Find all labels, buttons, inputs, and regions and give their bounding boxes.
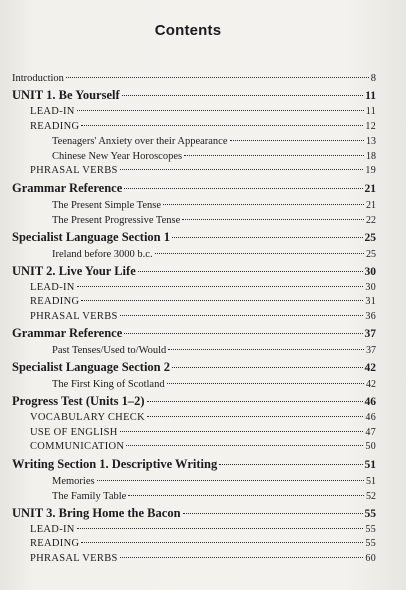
toc-entry-page: 13 <box>366 136 376 147</box>
toc-entry-title: LEAD-IN <box>30 523 75 535</box>
toc-entry-title: USE OF ENGLISH <box>30 426 118 438</box>
toc-entry-page: 55 <box>364 507 376 520</box>
toc-entry <box>12 377 376 392</box>
dot-leader <box>120 169 364 170</box>
toc-entry <box>12 504 376 523</box>
toc-entry-page: 46 <box>364 396 376 408</box>
toc-entry <box>12 552 376 567</box>
toc-entry-page: 37 <box>366 345 376 356</box>
dot-leader <box>77 286 364 287</box>
toc-entry-title: Teenagers' Anxiety over their Appearance <box>52 136 228 147</box>
dot-leader <box>183 513 363 514</box>
toc-entry-title: VOCABULARY CHECK <box>30 412 145 423</box>
toc-entry <box>12 295 376 310</box>
toc-entry-page: 25 <box>366 248 376 260</box>
toc-entry-title: Writing Section 1. Descriptive Writing <box>12 456 218 471</box>
toc-entry-page: 12 <box>365 120 376 132</box>
toc-entry-page: 55 <box>365 523 376 535</box>
toc-entry <box>12 134 376 149</box>
toc-entry <box>12 411 376 426</box>
dot-leader <box>128 495 364 496</box>
toc-entry-title: The Present Progressive Tense <box>52 214 181 226</box>
toc-entry-title: PHRASAL VERBS <box>30 310 118 322</box>
toc-entry-page: 55 <box>365 538 376 549</box>
toc-entry <box>12 523 376 538</box>
toc-entry-page: 18 <box>366 151 376 162</box>
toc-entry-page: 37 <box>364 328 376 340</box>
toc-entry <box>12 489 376 504</box>
dot-leader <box>124 333 362 334</box>
toc-entry <box>12 392 376 411</box>
toc-entry-page: 21 <box>364 182 376 195</box>
toc-entry-title: The Family Table <box>52 490 127 502</box>
toc-entry <box>12 213 376 228</box>
dot-leader <box>81 125 363 126</box>
toc-entry-page: 19 <box>365 165 376 176</box>
toc-entry-page: 51 <box>366 475 376 487</box>
toc-entry-title: LEAD-IN <box>30 281 75 293</box>
toc-entry-page: 46 <box>365 412 376 423</box>
dot-leader <box>230 140 365 141</box>
toc-entry <box>12 164 376 179</box>
toc-entry-title: COMMUNICATION <box>30 441 125 452</box>
contents-title: Contents <box>154 22 222 39</box>
toc-entry-page: 47 <box>365 426 376 438</box>
toc-entry-page: 30 <box>364 265 376 278</box>
toc-entry <box>12 198 376 213</box>
toc-entry-page: 42 <box>364 362 376 374</box>
toc-entry <box>12 537 376 552</box>
dot-leader <box>124 188 362 189</box>
dot-leader <box>184 155 364 156</box>
toc-entry-page: 8 <box>370 73 376 84</box>
toc-entry-title: PHRASAL VERBS <box>30 552 118 564</box>
toc-entry <box>12 105 376 120</box>
toc-entry <box>12 324 376 343</box>
toc-entry <box>12 426 376 441</box>
dot-leader <box>97 480 364 481</box>
toc-entry <box>12 149 376 164</box>
dot-leader <box>147 401 363 402</box>
dot-leader <box>120 431 364 432</box>
dot-leader <box>182 219 364 220</box>
dot-leader <box>77 528 364 529</box>
dot-leader <box>147 416 363 417</box>
dot-leader <box>126 445 363 446</box>
toc-entry-title: UNIT 2. Live Your Life <box>12 263 136 278</box>
toc-entry-title: Progress Test (Units 1–2) <box>12 394 145 408</box>
toc-entry-title: Ireland before 3000 b.c. <box>52 248 153 260</box>
toc-entry <box>12 86 376 105</box>
toc-entry-title: Specialist Language Section 2 <box>12 360 170 374</box>
toc-entry-title: PHRASAL VERBS <box>30 165 118 176</box>
toc-entry-page: 52 <box>366 490 376 502</box>
dot-leader <box>163 204 364 205</box>
toc-entry-page: 11 <box>365 106 376 117</box>
toc-entry-title: The First King of Scotland <box>52 379 165 390</box>
toc-entry <box>12 440 376 455</box>
dot-leader <box>81 300 363 301</box>
toc-entry-page: 21 <box>366 199 376 211</box>
toc-entry <box>12 228 376 247</box>
toc-entry-title: LEAD-IN <box>30 106 75 117</box>
toc-entry-title: UNIT 1. Be Yourself <box>12 88 120 102</box>
toc-entry <box>12 358 376 377</box>
toc-entry <box>12 474 376 489</box>
toc-entry <box>12 343 376 358</box>
toc-entry <box>12 179 376 198</box>
toc-entry-title: Introduction <box>12 73 64 84</box>
toc-entry-title: READING <box>30 296 80 307</box>
dot-leader <box>167 383 364 384</box>
dot-leader <box>172 237 363 238</box>
toc-entry <box>12 120 376 135</box>
toc-entry-page: 22 <box>366 214 376 226</box>
table-of-contents <box>12 71 376 566</box>
toc-entry <box>12 247 376 262</box>
toc-entry-page: 42 <box>366 379 376 390</box>
toc-entry <box>12 71 376 86</box>
dot-leader <box>66 77 369 78</box>
toc-entry-title: READING <box>30 538 80 549</box>
toc-entry <box>12 310 376 325</box>
dot-leader <box>172 367 363 368</box>
toc-entry-page: 31 <box>365 296 376 307</box>
toc-entry-page: 11 <box>365 90 376 102</box>
toc-entry <box>12 455 376 474</box>
dot-leader <box>77 110 364 111</box>
dot-leader <box>120 315 364 316</box>
dot-leader <box>155 253 364 254</box>
toc-entry-title: Grammar Reference <box>12 326 123 340</box>
toc-entry-title: Memories <box>52 475 95 487</box>
toc-entry-title: UNIT 3. Bring Home the Bacon <box>12 505 181 520</box>
toc-entry-page: 51 <box>364 458 376 471</box>
toc-entry-title: Grammar Reference <box>12 180 123 195</box>
toc-entry-page: 30 <box>365 281 376 293</box>
dot-leader <box>219 464 362 465</box>
toc-entry-page: 50 <box>365 441 376 452</box>
dot-leader <box>122 95 363 96</box>
toc-entry-page: 60 <box>365 552 376 564</box>
toc-entry-page: 36 <box>365 310 376 322</box>
toc-entry-title: Past Tenses/Used to/Would <box>52 345 167 356</box>
dot-leader <box>120 557 364 558</box>
dot-leader <box>81 542 363 543</box>
toc-entry-title: The Present Simple Tense <box>52 199 162 211</box>
toc-entry <box>12 281 376 296</box>
toc-entry <box>12 262 376 281</box>
dot-leader <box>168 349 364 350</box>
dot-leader <box>138 271 363 272</box>
toc-entry-title: Chinese New Year Horoscopes <box>52 151 183 162</box>
toc-entry-title: READING <box>30 120 80 132</box>
toc-entry-title: Specialist Language Section 1 <box>12 229 170 244</box>
toc-entry-page: 25 <box>364 231 376 244</box>
